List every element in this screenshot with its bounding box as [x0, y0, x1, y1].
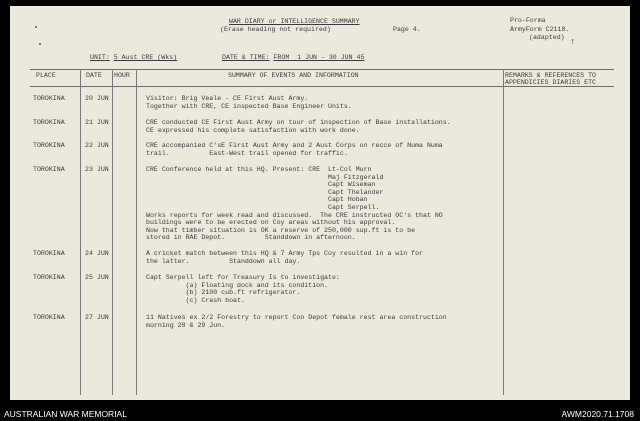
entry-place: TOROKINA — [33, 119, 65, 126]
entry-date: 27 JUN — [85, 314, 109, 321]
tick-mark: ↑ — [570, 37, 576, 47]
entry-summary-line: Capt Serpell left for Treasury Is to investigate: — [146, 274, 340, 281]
table-top-rule — [30, 69, 614, 70]
entry-date: 20 JUN — [85, 95, 109, 102]
punch-hole-mark — [39, 43, 41, 45]
column-header-summary: SUMMARY OF EVENTS AND INFORMATION — [228, 72, 359, 79]
entry-summary-line: morning 28 & 29 Jun. — [146, 321, 226, 329]
entry-date: 22 JUN — [85, 142, 109, 149]
entry-summary-line: A cricket match between this HQ & 7 Army Tps Coy resulted in a win for — [146, 250, 423, 257]
entry-summary-line: Capt Serpell. — [146, 204, 380, 211]
entry-date: 25 JUN — [85, 274, 109, 281]
entry-place: TOROKINA — [33, 250, 65, 257]
entry-summary-line: CRE conducted CE First Aust Army on tour of inspection of Base installations. — [146, 119, 451, 126]
entry-place: TOROKINA — [33, 274, 65, 281]
archive-credit: AUSTRALIAN WAR MEMORIAL — [4, 409, 127, 419]
armyform-label: ArmyForm C2118. — [510, 26, 570, 33]
date-time-field: DATE & TIME: FROM 1 JUN - 30 JUN 45 — [222, 54, 365, 61]
column-divider — [503, 69, 504, 395]
entry-summary-line: CRE Conference held at this HQ. Present: CRE Lt-Col Murn — [146, 166, 372, 173]
entry-summary-line: Together with CRE, CE inspected Base Engineer Units. — [146, 102, 352, 110]
entry-place: TOROKINA — [33, 95, 65, 102]
column-divider — [80, 69, 81, 395]
entry-place: TOROKINA — [33, 166, 65, 173]
entry-summary-line: buildings were to be erected on Coy areas without his approval. — [146, 219, 396, 227]
punch-hole-mark — [35, 26, 37, 28]
entry-date: 23 JUN — [85, 166, 109, 173]
entry-summary-line: Now that timber situation is OK a reserve of 250,000 sup.ft is to be — [146, 226, 416, 234]
entry-summary-line: stored in RAE Depot. Standdown in afternoon. — [146, 234, 356, 242]
page-number: Page 4. — [393, 26, 421, 33]
column-divider — [112, 69, 113, 395]
entry-summary-line: CRE accompanied C'sE First Aust Army and 2 Aust Corps on recce of Numa Numa — [146, 142, 443, 149]
unit-field: UNIT: 5 Aust CRE (Wks) — [90, 54, 178, 61]
proforma-label: Pro-Forma — [510, 17, 546, 24]
entry-summary-line: Maj Fitzgerald — [146, 173, 384, 181]
entry-summary-line: Capt Hoban — [146, 196, 368, 204]
column-header-date: DATE — [86, 72, 102, 79]
column-divider — [136, 69, 137, 395]
entry-date: 21 JUN — [85, 119, 109, 126]
entry-summary-line: Works reports for week read and discussed. The CRE instructed OC's that NO — [146, 211, 443, 219]
entry-summary-line: 11 Natives ex 2/2 Forestry to report Con Depot female rest area construction — [146, 314, 447, 321]
entry-summary-line: the latter. Standdown all day. — [146, 257, 301, 265]
column-header-remarks: REMARKS & REFERENCES TO — [505, 72, 597, 79]
entry-summary-line: Visitor: Brig Veale - CE First Aust Army. — [146, 95, 309, 102]
adapted-label: (adapted) — [529, 34, 565, 41]
entry-place: TOROKINA — [33, 314, 65, 321]
entry-summary-line: (c) Crash boat. — [146, 296, 245, 304]
form-subtitle: (Erase heading not required) — [220, 26, 331, 33]
form-title: WAR DIARY or INTELLIGENCE SUMMARY — [229, 18, 360, 25]
entry-summary-line: (a) Floating dock and its condition. — [146, 281, 329, 289]
entry-date: 24 JUN — [85, 250, 109, 257]
archive-reference: AWM2020.71.1708 — [561, 409, 634, 419]
column-header-remarks: APPENDICIES DIARIES ETC — [505, 79, 597, 86]
column-header-hour: HOUR — [114, 72, 130, 79]
entry-place: TOROKINA — [33, 142, 65, 149]
column-header-place: PLACE — [36, 72, 56, 79]
entry-summary-line: CE expressed his complete satisfaction with work done. — [146, 126, 360, 134]
entry-summary-line: (b) 2100 cub.ft refrigerator. — [146, 289, 301, 297]
entry-summary-line: Capt Wiseman — [146, 181, 376, 189]
entry-summary-line: Capt Thelander — [146, 188, 384, 196]
entry-summary-line: trail. East-West trail opened for traffic. — [146, 149, 348, 157]
